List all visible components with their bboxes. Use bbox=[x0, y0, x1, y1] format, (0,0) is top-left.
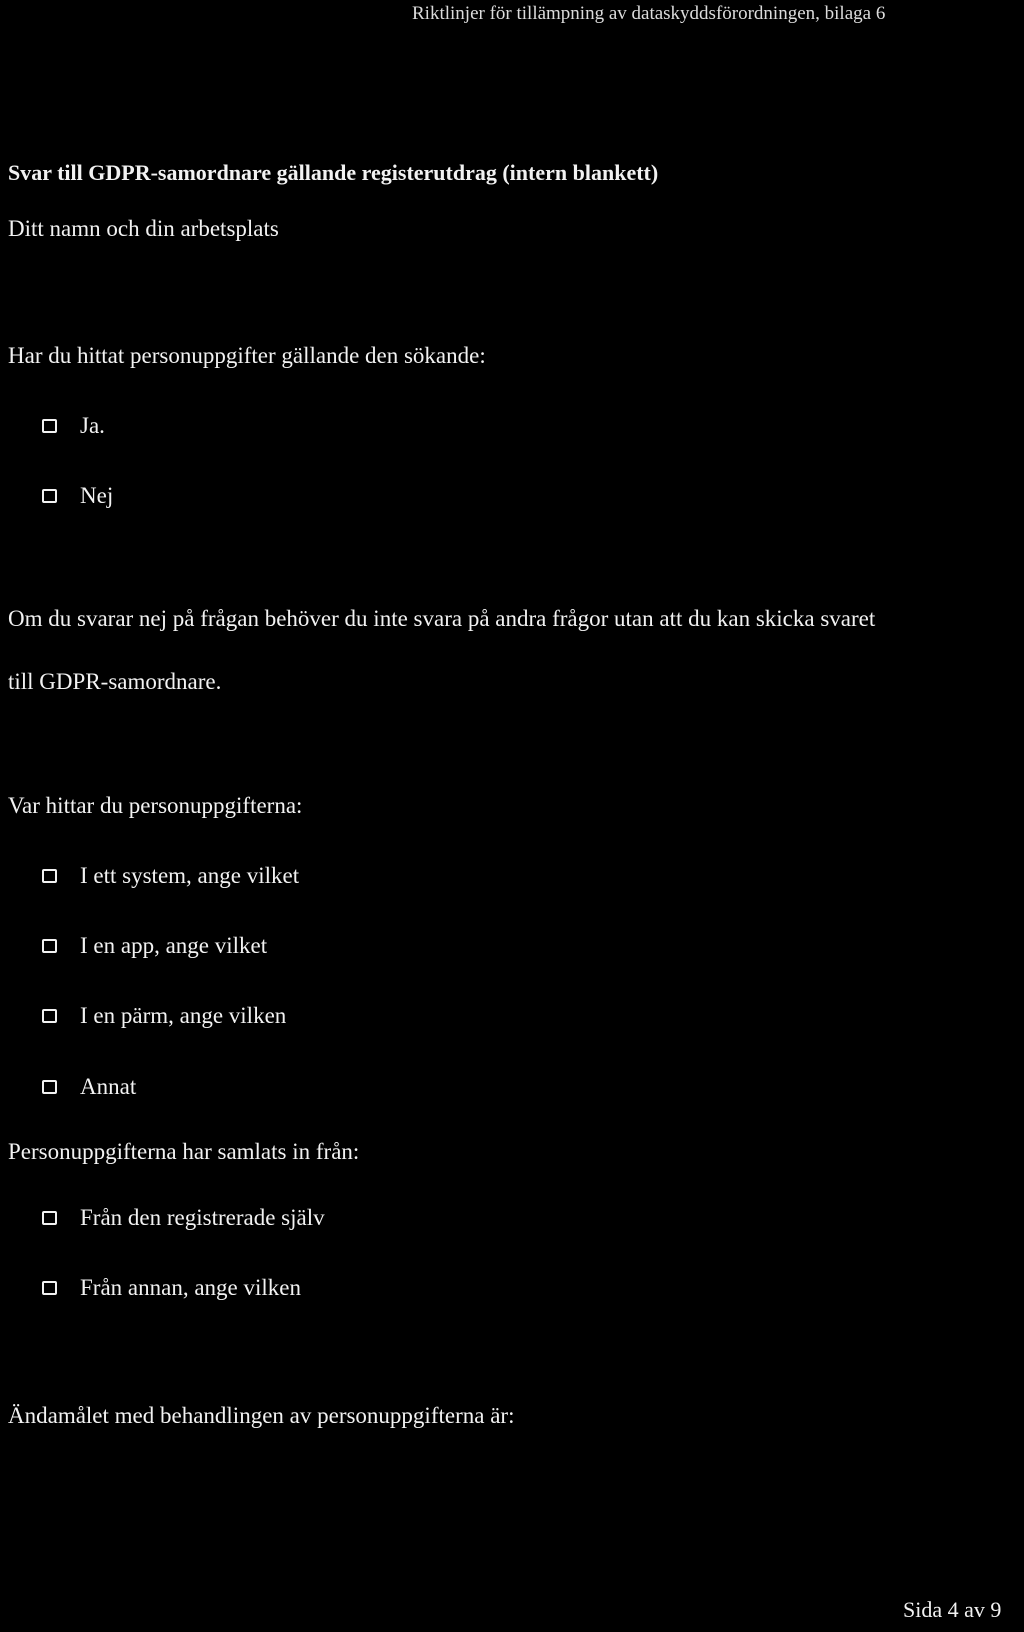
checkbox-option-annan[interactable] bbox=[42, 1275, 301, 1301]
option-label: I en pärm, ange vilken bbox=[80, 1003, 287, 1028]
note-line-2: till GDPR-samordnare. bbox=[8, 669, 222, 694]
option-label: I en app, ange vilket bbox=[80, 933, 268, 958]
checkbox-icon[interactable] bbox=[42, 419, 57, 433]
note-line-1: Om du svarar nej på frågan behöver du inte svara på andra frågor utan att du kan skicka svaret bbox=[8, 606, 876, 631]
checkbox-option-ja[interactable] bbox=[42, 413, 105, 439]
q1-label: Har du hittat personuppgifter gällande den sökande: bbox=[8, 343, 486, 368]
checkbox-option-parm[interactable] bbox=[42, 1003, 286, 1029]
option-label: I ett system, ange vilket bbox=[80, 863, 300, 888]
q3-label: Personuppgifterna har samlats in från: bbox=[8, 1139, 360, 1164]
checkbox-icon[interactable] bbox=[42, 869, 57, 883]
option-label: Från den registrerade själv bbox=[80, 1205, 325, 1230]
checkbox-icon[interactable] bbox=[42, 1080, 57, 1094]
checkbox-icon[interactable] bbox=[42, 939, 57, 953]
option-label: Nej bbox=[80, 483, 114, 508]
option-label: Från annan, ange vilken bbox=[80, 1275, 301, 1300]
checkbox-icon[interactable] bbox=[42, 1211, 57, 1225]
checkbox-option-nej[interactable] bbox=[42, 483, 113, 509]
checkbox-icon[interactable] bbox=[42, 1281, 57, 1295]
form-title: Svar till GDPR-samordnare gällande registerutdrag (intern blankett) bbox=[8, 160, 659, 185]
q4-label: Ändamålet med behandlingen av personuppgifterna är: bbox=[8, 1403, 515, 1428]
q2-label: Var hittar du personuppgifterna: bbox=[8, 793, 303, 818]
name-label: Ditt namn och din arbetsplats bbox=[8, 216, 279, 241]
page-number: Sida 4 av 9 bbox=[903, 1597, 1002, 1622]
option-label: Annat bbox=[80, 1074, 137, 1099]
checkbox-option-app[interactable] bbox=[42, 933, 267, 959]
checkbox-option-registrerade[interactable] bbox=[42, 1205, 325, 1231]
checkbox-option-system[interactable] bbox=[42, 863, 299, 889]
checkbox-option-annat[interactable] bbox=[42, 1074, 136, 1100]
checkbox-icon[interactable] bbox=[42, 489, 57, 503]
checkbox-icon[interactable] bbox=[42, 1009, 57, 1023]
option-label: Ja. bbox=[80, 413, 105, 438]
page-header: Riktlinjer för tillämpning av dataskyddsförordningen, bilaga 6 bbox=[412, 3, 886, 24]
